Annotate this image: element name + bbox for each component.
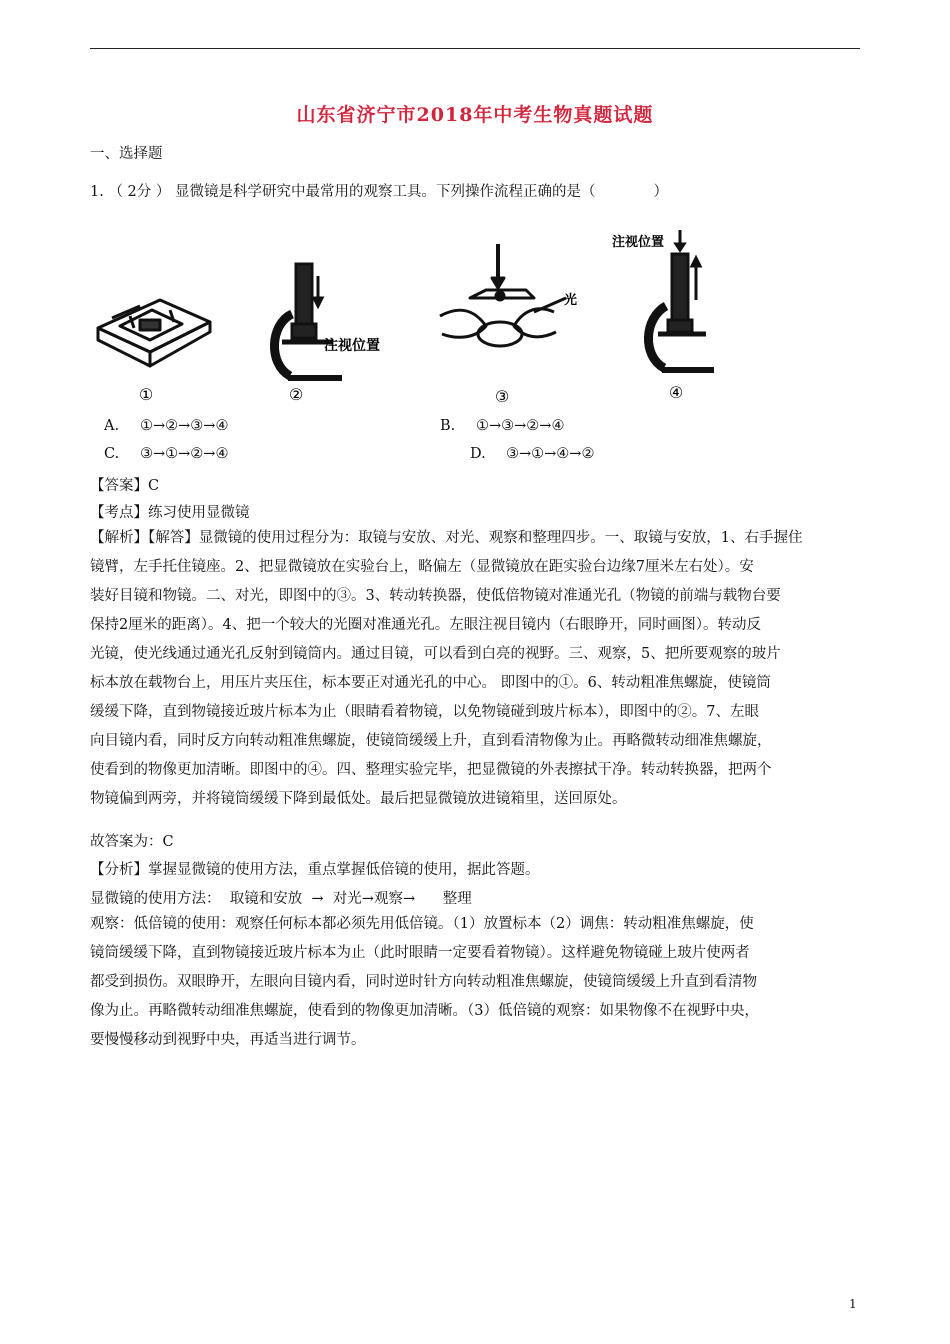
figure-2-label: ② [288, 385, 304, 404]
option-a-text: ①→②→③→④ [140, 418, 229, 434]
microscope-figures [90, 228, 730, 408]
observe-line: 都受到损伤。双眼睁开，左眼向目镜内看，同时逆时针方向转动粗准焦螺旋，使镜筒缓缓上升直到看清物 [90, 974, 757, 990]
figure-4-raising-illustration [610, 226, 730, 408]
method-line: 显微镜的使用方法： 取镜和安放 → 对光→观察→ 整理 [90, 891, 472, 907]
answer-line: 【答案】C [90, 478, 160, 494]
observe-paragraph [90, 910, 862, 1055]
analysis-paragraph [90, 524, 862, 814]
observe-line: 观察：低倍镜的使用：观察任何标本都必须先用低倍镜。（1）放置标本（2）调焦：转动粗准焦螺旋，使 [90, 916, 754, 932]
figure-4-label: ④ [668, 383, 684, 402]
question-stem: 1. （ 2分 ） 显微镜是科学研究中最常用的观察工具。下列操作流程正确的是（ ） [90, 184, 668, 200]
conclusion-line: 故答案为：C [90, 834, 174, 850]
figure-3-light-adjust-illustration [436, 242, 586, 408]
observe-line: 镜筒缓缓下降，直到物镜接近玻片标本为止（此时眼睛一定要看着物镜）。这样避免物镜碰上玻片使两者 [90, 945, 750, 961]
page-number: 1 [849, 1297, 857, 1311]
option-b-text: ①→③→②→④ [476, 418, 565, 434]
analysis-line: 装好目镜和物镜。二、对光，即图中的③。3、转动转换器，使低倍物镜对准通光孔（物镜的前端与载物台要 [90, 588, 781, 604]
analysis-line: 【解析】【解答】显微镜的使用过程分为：取镜与安放、对光、观察和整理四步。一、取镜与安放，1、右手握住 [90, 530, 803, 546]
option-b [440, 418, 564, 434]
analysis-line: 标本放在载物台上，用压片夹压住，标本要正对通光孔的中心。 即图中的①。6、转动粗准焦螺旋，使镜筒 [90, 675, 771, 691]
figure-3-label: ③ [494, 387, 510, 406]
summary-line: 【分析】掌握显微镜的使用方法，重点掌握低倍镜的使用，据此答题。 [90, 862, 540, 878]
option-b-letter: B. [440, 418, 456, 434]
figure-2-gaze-annotation: 注视位置 [324, 338, 380, 354]
observe-line: 要慢慢移动到视野中央，再适当进行调节。 [90, 1032, 366, 1048]
option-c-letter: C. [104, 446, 120, 462]
analysis-line: 保持2厘米的距离）。4、把一个较大的光圈对准通光孔。左眼注视目镜内（右眼睁开，同时画图）。转动反 [90, 617, 761, 633]
analysis-line: 向目镜内看，同时反方向转动粗准焦螺旋，使镜筒缓缓上升，直到看清物像为止。再略微转动细准焦螺旋， [90, 733, 772, 749]
analysis-line: 镜臂，左手托住镜座。2、把显微镜放在实验台上，略偏左（显微镜放在距实验台边缘7厘米左右处）。安 [90, 559, 754, 575]
option-d-letter: D. [470, 446, 486, 462]
figure-1-label: ① [138, 385, 154, 404]
figure-2-lowering-illustration [262, 254, 402, 408]
analysis-line: 缓缓下降，直到物镜接近玻片标本为止（眼睛看着物镜，以免物镜碰到玻片标本），即图中的②。7、左眼 [90, 704, 759, 720]
page-title: 山东省济宁市2018年中考生物真题试题 [296, 104, 654, 126]
figure-3-light-annotation: 光 [564, 293, 578, 308]
topic-line: 【考点】练习使用显微镜 [90, 505, 250, 521]
observe-line: 像为止。再略微转动细准焦螺旋，使看到的物像更加清晰。（3）低倍镜的观察：如果物像不在视野中央， [90, 1003, 759, 1019]
header-rule [90, 48, 860, 49]
section-heading: 一、选择题 [90, 146, 163, 162]
option-c [104, 446, 228, 462]
analysis-line: 物镜偏到两旁，并将镜筒缓缓下降到最低处。最后把显微镜放进镜箱里，送回原处。 [90, 791, 627, 807]
option-a [104, 418, 228, 434]
option-d-text: ③→①→④→② [506, 446, 595, 462]
analysis-line: 使看到的物像更加清晰。即图中的④。四、整理实验完毕，把显微镜的外表擦拭干净。转动转换器，把两个 [90, 762, 772, 778]
analysis-line: 光镜，使光线通过通光孔反射到镜筒内。通过目镜，可以看到白亮的视野。三、观察，5、把所要观察的玻片 [90, 646, 781, 662]
option-a-letter: A. [104, 418, 120, 434]
figure-1-stage-illustration [90, 288, 220, 408]
option-c-text: ③→①→②→④ [140, 446, 229, 462]
figure-4-gaze-annotation: 注视位置 [612, 235, 665, 250]
option-d [470, 446, 594, 462]
